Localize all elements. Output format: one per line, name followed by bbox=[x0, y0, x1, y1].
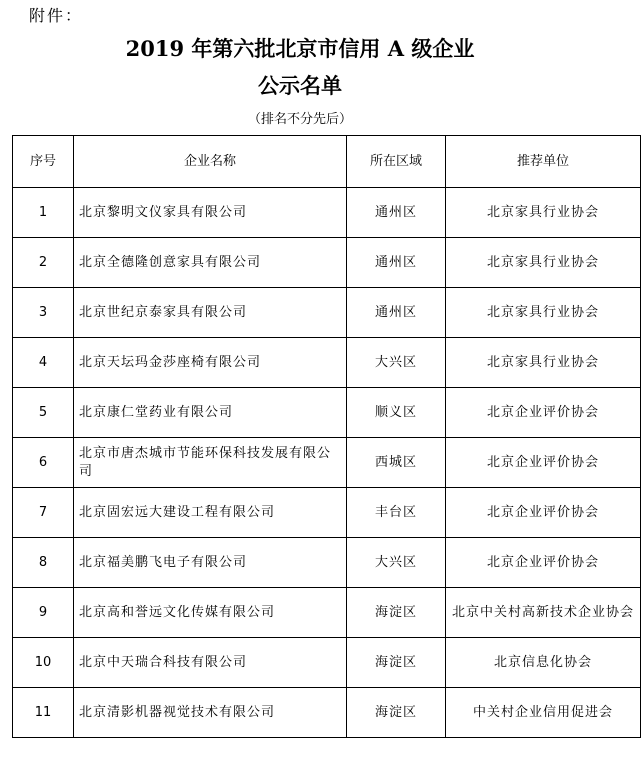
document-subtitle: （排名不分先后） bbox=[247, 112, 352, 127]
table-body bbox=[13, 188, 641, 738]
recommender-cell: 北京信息化协会 bbox=[446, 638, 641, 688]
district-cell: 大兴区 bbox=[347, 338, 446, 388]
company-name-cell: 北京世纪京泰家具有限公司 bbox=[74, 288, 347, 338]
recommender-cell: 北京企业评价协会 bbox=[446, 388, 641, 438]
table-row bbox=[13, 438, 641, 488]
serial-cell: 5 bbox=[13, 388, 74, 438]
column-header-serial: 序号 bbox=[13, 136, 74, 188]
serial-cell: 11 bbox=[13, 688, 74, 738]
column-header-company-name: 企业名称 bbox=[74, 136, 347, 188]
table-row bbox=[13, 588, 641, 638]
table-row bbox=[13, 688, 641, 738]
district-cell: 顺义区 bbox=[347, 388, 446, 438]
column-header-district: 所在区域 bbox=[347, 136, 446, 188]
district-cell: 海淀区 bbox=[347, 638, 446, 688]
district-cell: 海淀区 bbox=[347, 688, 446, 738]
recommender-cell: 中关村企业信用促进会 bbox=[446, 688, 641, 738]
district-cell: 通州区 bbox=[347, 288, 446, 338]
serial-cell: 7 bbox=[13, 488, 74, 538]
company-name-cell: 北京康仁堂药业有限公司 bbox=[74, 388, 347, 438]
recommender-cell: 北京家具行业协会 bbox=[446, 338, 641, 388]
company-name-cell: 北京全德隆创意家具有限公司 bbox=[74, 238, 347, 288]
company-name-cell: 北京天坛玛金莎座椅有限公司 bbox=[74, 338, 347, 388]
serial-cell: 2 bbox=[13, 238, 74, 288]
document-title-line2: 公示名单 bbox=[258, 73, 342, 98]
company-name-cell: 北京中天瑞合科技有限公司 bbox=[74, 638, 347, 688]
district-cell: 通州区 bbox=[347, 188, 446, 238]
serial-cell: 8 bbox=[13, 538, 74, 588]
table-row bbox=[13, 238, 641, 288]
recommender-cell: 北京企业评价协会 bbox=[446, 538, 641, 588]
company-name-cell: 北京固宏远大建设工程有限公司 bbox=[74, 488, 347, 538]
district-cell: 海淀区 bbox=[347, 588, 446, 638]
serial-cell: 4 bbox=[13, 338, 74, 388]
table-row bbox=[13, 388, 641, 438]
recommender-cell: 北京家具行业协会 bbox=[446, 188, 641, 238]
company-name-cell: 北京市唐杰城市节能环保科技发展有限公司 bbox=[74, 438, 347, 488]
company-list-table bbox=[12, 135, 641, 738]
table-row bbox=[13, 538, 641, 588]
table-row bbox=[13, 488, 641, 538]
company-name-cell: 北京福美鹏飞电子有限公司 bbox=[74, 538, 347, 588]
table-row bbox=[13, 288, 641, 338]
column-header-recommender: 推荐单位 bbox=[446, 136, 641, 188]
serial-cell: 9 bbox=[13, 588, 74, 638]
document-title-line1: 2019 年第六批北京市信用 A 级企业 bbox=[125, 36, 475, 61]
table-row bbox=[13, 638, 641, 688]
district-cell: 丰台区 bbox=[347, 488, 446, 538]
company-name-cell: 北京黎明文仪家具有限公司 bbox=[74, 188, 347, 238]
company-name-cell: 北京清影机器视觉技术有限公司 bbox=[74, 688, 347, 738]
table-row bbox=[13, 188, 641, 238]
recommender-cell: 北京企业评价协会 bbox=[446, 488, 641, 538]
serial-cell: 3 bbox=[13, 288, 74, 338]
recommender-cell: 北京家具行业协会 bbox=[446, 238, 641, 288]
attachment-label: 附件： bbox=[29, 6, 84, 25]
recommender-cell: 北京中关村高新技术企业协会 bbox=[446, 588, 641, 638]
table-row bbox=[13, 338, 641, 388]
serial-cell: 1 bbox=[13, 188, 74, 238]
recommender-cell: 北京家具行业协会 bbox=[446, 288, 641, 338]
company-name-cell: 北京高和誉远文化传媒有限公司 bbox=[74, 588, 347, 638]
district-cell: 通州区 bbox=[347, 238, 446, 288]
recommender-cell: 北京企业评价协会 bbox=[446, 438, 641, 488]
district-cell: 西城区 bbox=[347, 438, 446, 488]
district-cell: 大兴区 bbox=[347, 538, 446, 588]
serial-cell: 10 bbox=[13, 638, 74, 688]
serial-cell: 6 bbox=[13, 438, 74, 488]
table-header-row bbox=[13, 136, 641, 188]
